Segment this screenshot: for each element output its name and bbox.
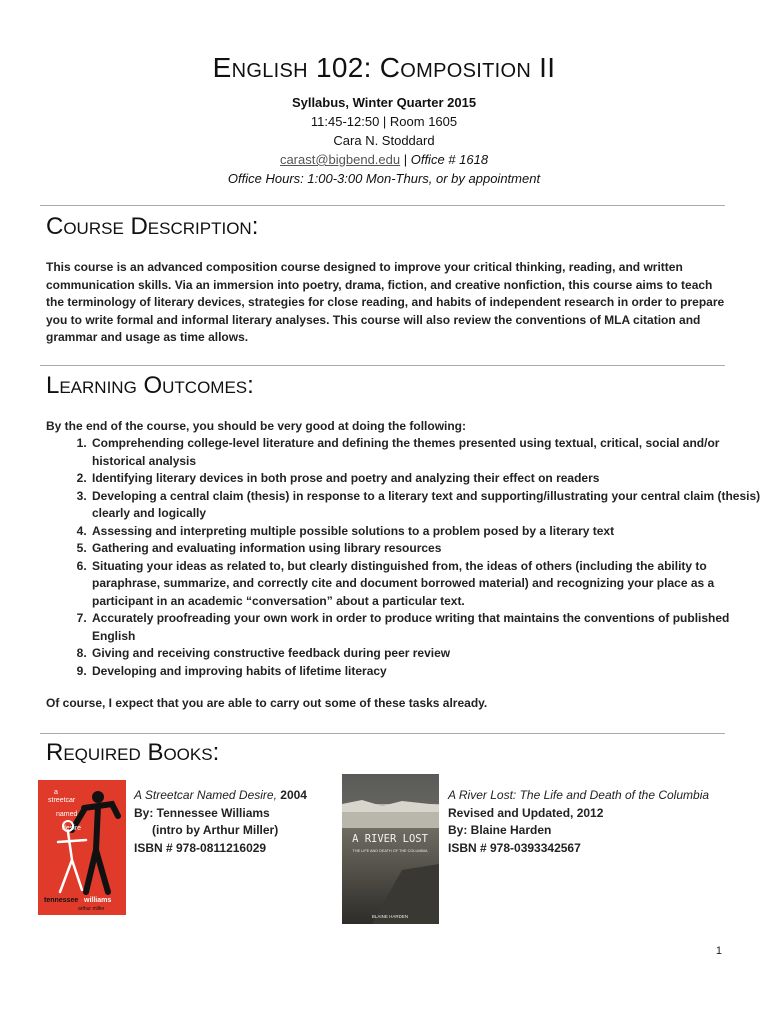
- cover-word: tennessee: [44, 897, 79, 904]
- cover-subtitle: THE LIFE AND DEATH OF THE COLUMBIA: [352, 849, 428, 853]
- streetcar-book-info: [134, 787, 334, 857]
- book-year: 2004: [276, 788, 307, 802]
- course-header: [0, 93, 768, 188]
- course-description-text: This course is an advanced composition course designed to improve your critical thinking, reading, and written communication skills. Via an immersion into poetry, drama, fiction, and creative nonfiction, this course aims to teach the terminology of literary devices, strategies for close reading, and habits of independent research in order to prepare you to write formal and informal literary analyses. This course will also review the conventions of MLA citation and grammar and usage as time allows.: [46, 260, 725, 344]
- book-edition: Revised and Updated, 2012: [448, 805, 604, 820]
- cover-word: a: [54, 789, 58, 796]
- streetcar-book-cover: [38, 780, 126, 915]
- list-item: 2. Identifying literary devices in both prose and poetry and analyzing their effect on readers: [90, 470, 768, 488]
- office-number: Office # 1618: [410, 152, 489, 167]
- streetcar-cover-art: [38, 780, 126, 915]
- course-description-heading: Course Description:: [46, 213, 259, 240]
- contact-separator: |: [400, 152, 411, 167]
- cover-word: arthur miller: [78, 906, 105, 912]
- book-title: A Streetcar Named Desire,: [134, 788, 277, 802]
- cover-word: desire: [62, 825, 82, 832]
- class-time-room: 11:45-12:50 | Room 1605: [310, 114, 458, 129]
- cover-word: williams: [84, 897, 112, 904]
- list-item: 1. Comprehending college-level literature and defining the themes presented using textual, critical, social and/or historical analysis: [90, 435, 768, 470]
- instructor-name: Cara N. Stoddard: [333, 133, 435, 148]
- contact-line: [0, 150, 768, 169]
- learning-outcomes-intro: By the end of the course, you should be very good at doing the following:: [46, 419, 467, 433]
- list-item: 3. Developing a central claim (thesis) in response to a literary text and supporting/illustrating your central claim (thesis) clearly and logically: [90, 488, 768, 523]
- list-item: 9. Developing and improving habits of lifetime literacy: [90, 663, 768, 681]
- book-isbn: ISBN # 978-0811216029: [134, 840, 267, 855]
- cover-title: A RIVER LOST: [352, 833, 428, 845]
- cover-author: BLAINE HARDEN: [371, 914, 409, 919]
- section-divider: [40, 205, 725, 206]
- list-item: 4. Assessing and interpreting multiple possible solutions to a problem posed by a literary text: [90, 523, 768, 541]
- river-lost-book-cover: [342, 774, 439, 924]
- page-number: 1: [715, 945, 722, 957]
- book-title: A River Lost: The Life and Death of the Columbia: [448, 788, 710, 802]
- cover-word: named: [56, 811, 78, 818]
- section-divider: [40, 733, 725, 734]
- list-item: 7. Accurately proofreading your own work in order to produce writing that maintains the conventions of published English: [90, 610, 768, 645]
- list-item: 8. Giving and receiving constructive feedback during peer review: [90, 645, 768, 663]
- syllabus-term: Syllabus, Winter Quarter 2015: [291, 95, 477, 110]
- instructor-email-link[interactable]: carast@bigbend.edu: [279, 152, 401, 167]
- list-item: 5. Gathering and evaluating information using library resources: [90, 540, 768, 558]
- learning-outcomes-list: [46, 435, 768, 680]
- book-intro: (intro by Arthur Miller): [152, 823, 279, 837]
- cover-word: streetcar: [48, 797, 76, 804]
- river-lost-cover-art: [342, 774, 439, 924]
- required-books-heading: Required Books:: [46, 739, 220, 766]
- section-divider: [40, 365, 725, 366]
- book-author: By: Blaine Harden: [448, 823, 552, 837]
- book-author: By: Tennessee Williams: [134, 805, 270, 820]
- learning-outcomes-closing: Of course, I expect that you are able to carry out some of these tasks already.: [46, 696, 488, 710]
- river-lost-book-info: [448, 787, 738, 857]
- document-title: English 102: Composition II: [212, 52, 556, 83]
- list-item: 6. Situating your ideas as related to, but clearly distinguished from, the ideas of others (including the ability to paraphrase, summarize, and correctly cite and document borrowed material) and recognizing your place as a participant in an academic “conversation” about a particular text.: [90, 558, 768, 611]
- learning-outcomes-heading: Learning Outcomes:: [46, 372, 254, 399]
- book-isbn: ISBN # 978-0393342567: [448, 840, 581, 855]
- office-hours: Office Hours: 1:00-3:00 Mon-Thurs, or by appointment: [227, 171, 541, 186]
- book-title-line: [134, 787, 334, 805]
